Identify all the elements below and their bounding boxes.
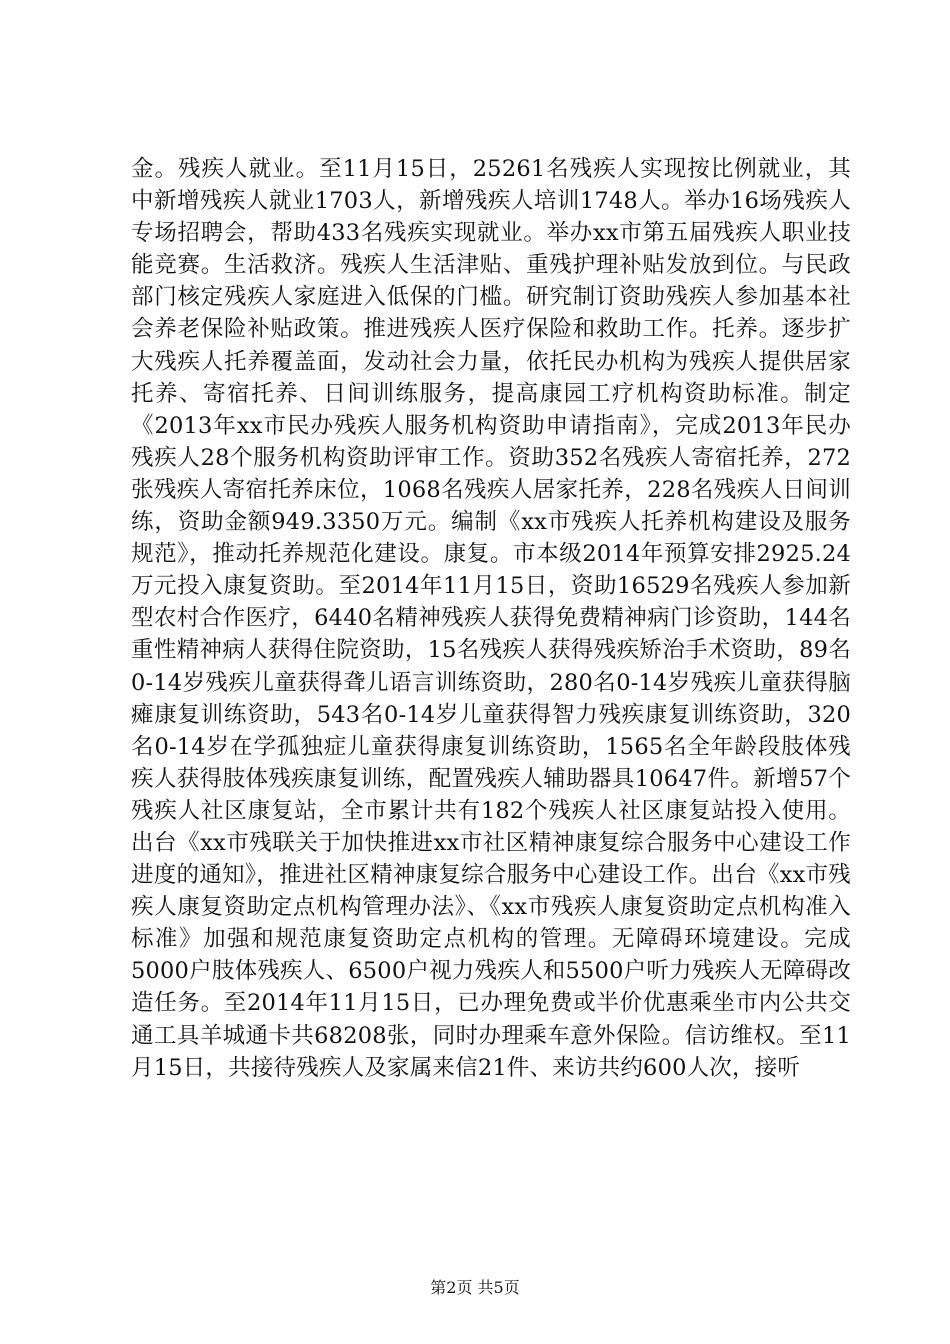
page-footer: 第2页 共5页: [430, 1278, 520, 1297]
body-paragraph: 金。残疾人就业。至11月15日，25261名残疾人实现按比例就业，其中新增残疾人就业1703人，新增残疾人培训1748人。举办16场残疾人专场招聘会，帮助433名残疾实现就业。举办xx市第五届残疾人职业技能竞赛。生活救济。残疾人生活津贴、重残护理补贴发放到位。与民政部门核定残疾人家庭进入低保的门槛。研究制订资助残疾人参加基本社会养老保险补贴政策。推进残疾人医疗保险和救助工作。托养。逐步扩大残疾人托养覆盖面，发动社会力量，依托民办机构为残疾人提供居家托养、寄宿托养、日间训练服务，提高康园工疗机构资助标准。制定《2013年xx市民办残疾人服务机构资助申请指南》，完成2013年民办残疾人28个服务机构资助评审工作。资助352名残疾人寄宿托养，272张残疾人寄宿托养床位，1068名残疾人居家托养，228名残疾人日间训练，资助金额949.3350万元。编制《xx市残疾人托养机构建设及服务规范》，推动托养规范化建设。康复。市本级2014年预算安排2925.24万元投入康复资助。至2014年11月15日，资助16529名残疾人参加新型农村合作医疗，6440名精神残疾人获得免费精神病门诊资助，144名重性精神病人获得住院资助，15名残疾人获得残疾矫治手术资助，89名0-14岁残疾儿童获得聋儿语言训练资助，280名0-14岁残疾儿童获得脑瘫康复训练资助，543名0-14岁儿童获得智力残疾康复训练资助，320名0-14岁在学孤独症儿童获得康复训练资助，1565名全年龄段肢体残疾人获得肢体残疾康复训练，配置残疾人辅助器具10647件。新增57个残疾人社区康复站，全市累计共有182个残疾人社区康复站投入使用。出台《xx市残联关于加快推进xx市社区精神康复综合服务中心建设工作进度的通知》，推进社区精神康复综合服务中心建设工作。出台《xx市残疾人康复资助定点机构管理办法》、《xx市残疾人康复资助定点机构准入标准》加强和规范康复资助定点机构的管理。无障碍环境建设。完成5000户肢体残疾人、6500户视力残疾人和5500户听力残疾人无障碍改造任务。至2014年11月15日，已办理免费或半价优惠乘坐市内公共交通工具羊城通卡共68208张，同时办理乘车意外保险。信访维权。至11月15日，共接待残疾人及家属来信21件、来访共约600人次，接听: [131, 156, 851, 1081]
